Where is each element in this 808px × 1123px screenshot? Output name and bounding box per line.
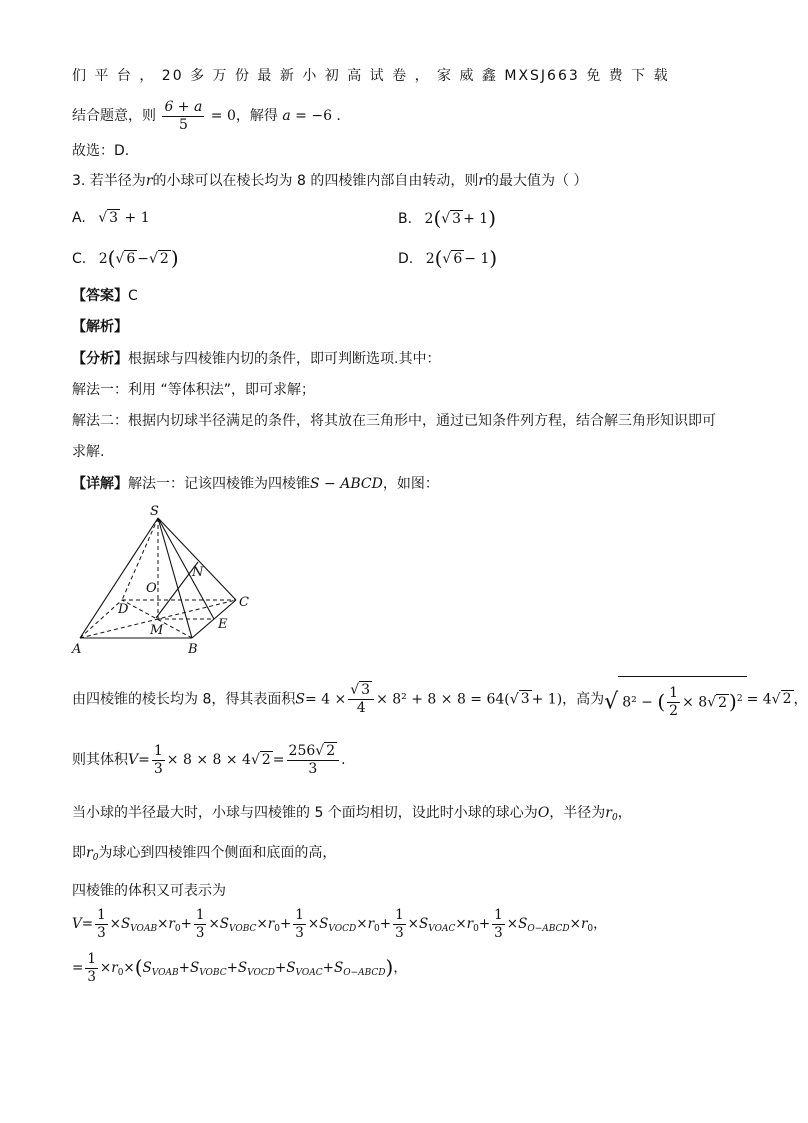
- option-c-coef: 2: [98, 251, 108, 267]
- height-def-line: [72, 843, 336, 868]
- height-result: √ 2: [771, 691, 792, 708]
- surface-f3: + 1): [531, 691, 563, 708]
- volume-equation-1: V= $\frac{1}{3}$ $\times S_{VOAB}\times r_0+$ $\frac{1}{3}$ $\times S_{VOBC}\times r_0+$ $\frac{1}{3}$ $\times S_{VOCD}\times r_0+$ $\frac{1}{3}$ $\times S_{VOAC}\times r_0+$ $\frac{1}{3}$ $\times S_{O-ABCD}\times r_0$，: [72, 907, 607, 941]
- volume-again-line: 四棱锥的体积又可表示为: [72, 883, 226, 899]
- option-d-label: D.: [398, 251, 414, 267]
- option-d: D. 2(√ 6 − 1): [398, 246, 498, 270]
- header-banner: 们 平 台 ， 20 多 万 份 最 新 小 初 高 试 卷 ， 家 威 鑫 MXSJ663 免 费 下 载: [72, 68, 670, 84]
- result-prefix: 结合题意，则: [72, 108, 156, 124]
- fraction-numerator: 6 + a: [164, 98, 203, 115]
- height-def-prefix: 即: [72, 845, 86, 861]
- option-a-rest: + 1: [124, 210, 150, 226]
- option-c-minus: −: [137, 251, 149, 267]
- analysis-tag: 【解析】: [72, 319, 128, 335]
- result-variable: a: [282, 108, 291, 124]
- surface-fraction: $\frac{√ 3}{4}$: [348, 682, 374, 717]
- volume-third: $\frac{1}{3}$: [153, 742, 163, 777]
- answer-line: [72, 286, 138, 306]
- height-def-r0: $r_0$: [86, 845, 99, 863]
- detail-line: [72, 474, 439, 494]
- option-b: B. 2(√ 3 + 1): [398, 206, 496, 230]
- volume-V: V: [128, 752, 139, 768]
- tangent-suffix: ，: [617, 805, 632, 821]
- surface-area-line: [72, 676, 808, 723]
- volume-result: $\frac{256√ 2}{3}$: [287, 743, 340, 778]
- fenxi-text: 根据球与四棱锥内切的条件，即可判断选项.其中：: [128, 351, 441, 367]
- option-b-coef: 2: [424, 211, 434, 227]
- detail-tag: 【详解】: [72, 476, 128, 492]
- fenxi-tag: 【分析】: [72, 351, 128, 367]
- method2-line-a: 解法二：根据内切球半径满足的条件，将其放在三角形中，通过已知条件列方程，结合解三角形知识即可: [72, 413, 716, 429]
- volume-eq2: =: [272, 752, 285, 768]
- option-d-rest: − 1: [464, 251, 490, 267]
- surface-prefix: 由四棱锥的棱长均为 8，得其表面积: [72, 691, 296, 708]
- label-C: C: [239, 595, 249, 610]
- result-equation: = 0，解得: [210, 108, 278, 124]
- answer-value: C: [128, 288, 138, 304]
- height-eq: = 4: [746, 691, 772, 708]
- detail-text: 解法一：记该四棱锥为四棱锥: [128, 476, 310, 492]
- label-N: N: [192, 565, 204, 580]
- question-3: [72, 171, 587, 191]
- height-def-text: 为球心到四棱锥四个侧面和底面的高，: [98, 845, 337, 861]
- volume-line: [72, 740, 346, 780]
- option-c: C. 2(√ 6 −√ 2 ): [72, 246, 179, 270]
- surface-f2: × 8² + 8 × 8 = 64(: [376, 691, 510, 708]
- answer-tag: 【答案】: [72, 288, 128, 304]
- result-line: [72, 98, 341, 134]
- pyramid-figure: [70, 500, 260, 660]
- label-D: D: [118, 602, 129, 617]
- tangent-r0: $r_0$: [605, 805, 618, 823]
- question-var-r: r: [145, 173, 153, 189]
- option-b-label: B.: [398, 211, 413, 227]
- label-S: S: [150, 504, 159, 519]
- volume-equation-2: = $\frac{1}{3}$ $\times r_0\times(S_{VOAB}+S_{VOBC}+S_{VOCD}+S_{VOAC}+S_{O-ABCD})$，: [72, 951, 407, 985]
- label-O: O: [146, 581, 157, 596]
- tangent-text: 当小球的半径最大时，小球与四棱锥的 5 个面均相切，设此时小球的球心为: [72, 805, 538, 821]
- tangent-O: O: [537, 805, 550, 821]
- surface-mid: ，高为: [562, 691, 605, 708]
- surface-suffix: ，: [793, 691, 808, 708]
- method2-line-b: 求解.: [72, 444, 105, 460]
- tangent-line: [72, 803, 632, 828]
- fraction: [162, 99, 204, 134]
- question-prefix: 3. 若半径为: [72, 173, 146, 189]
- label-E: E: [218, 617, 228, 632]
- option-b-rest: + 1: [463, 211, 489, 227]
- volume-mid: × 8 × 8 × 4: [166, 752, 251, 768]
- option-c-sqrt2: √ 2: [149, 251, 169, 267]
- fenxi-line: [72, 349, 440, 369]
- height-root: √ 8² − ( $\frac{1}{2}$ × 8√ 2 )$^2$: [604, 676, 746, 723]
- question-suffix: 的最大值为（ ）: [485, 173, 588, 189]
- choice-line: 故选：D.: [72, 143, 130, 159]
- surface-f1: = 4 ×: [304, 691, 347, 708]
- option-a-sqrt: √ 3: [98, 210, 119, 226]
- option-c-sqrt1: √ 6: [115, 251, 136, 267]
- surface-S: S: [295, 691, 305, 708]
- volume-sqrt: √ 2: [250, 752, 271, 768]
- volume-prefix: 则其体积: [72, 752, 128, 768]
- option-d-coef: 2: [425, 251, 435, 267]
- option-b-sqrt: √ 3: [441, 211, 462, 227]
- detail-suffix: ，如图：: [382, 476, 439, 492]
- pyramid-name: S − ABCD: [310, 476, 383, 492]
- label-M: M: [150, 623, 164, 638]
- question-middle: 的小球可以在棱长均为 8 的四棱锥内部自由转动，则: [152, 173, 479, 189]
- edge-SA: [80, 518, 158, 638]
- label-B: B: [188, 642, 198, 657]
- volume-eq1: =: [138, 752, 150, 768]
- surface-sqrt: √ 3: [509, 691, 530, 708]
- fraction-denominator: 5: [178, 116, 188, 133]
- option-c-label: C.: [72, 251, 87, 267]
- label-A: A: [72, 642, 82, 657]
- question-var-r2: r: [478, 173, 486, 189]
- option-d-sqrt: √ 6: [442, 251, 463, 267]
- option-a-label: A.: [72, 210, 86, 226]
- result-value: = −6 .: [295, 108, 341, 124]
- volume-suffix: .: [341, 752, 346, 768]
- tangent-mid: ，半径为: [549, 805, 606, 821]
- method1-line: 解法一：利用 “等体积法”，即可求解；: [72, 382, 315, 398]
- option-a: [72, 208, 150, 228]
